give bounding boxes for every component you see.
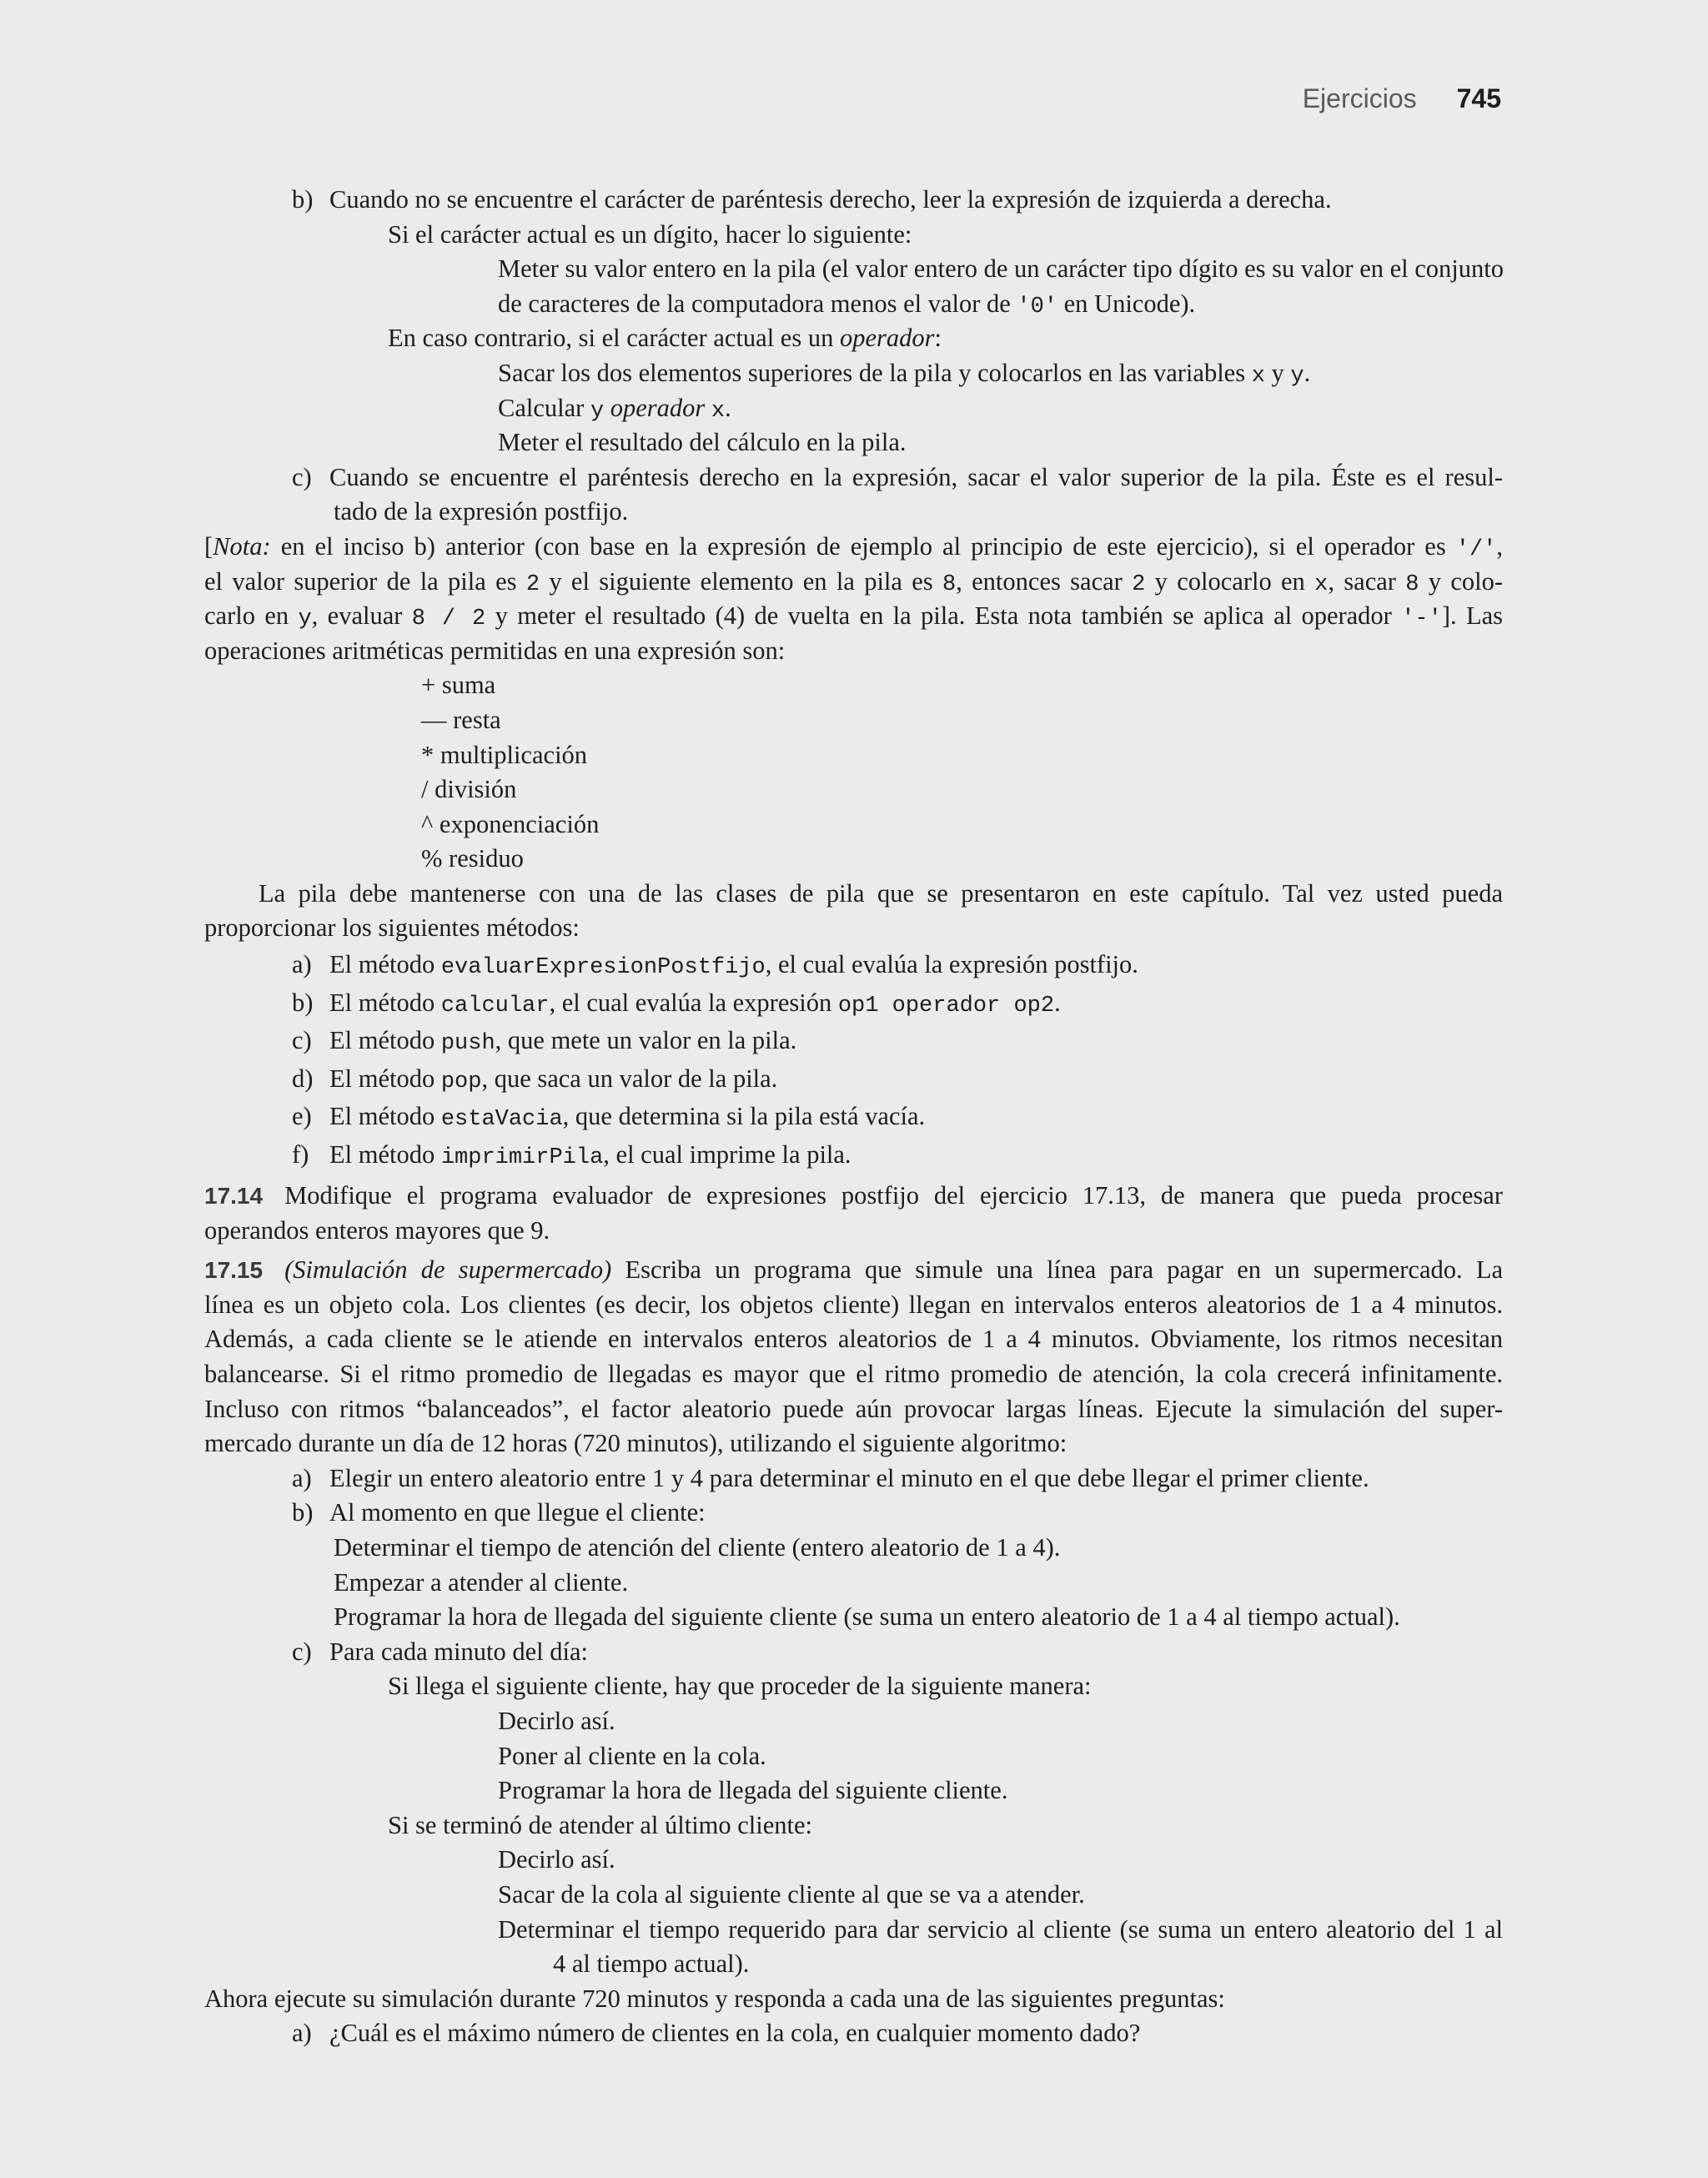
text: , evaluar — [311, 601, 412, 631]
code-inline: 2 — [1132, 571, 1146, 597]
text: Modifique el programa evaluador de expresiones postfijo del ejercicio 17.13, de manera que pueda procesar — [284, 1181, 1503, 1210]
code-inline: op1 operador op2 — [837, 993, 1055, 1019]
item-label: a) — [292, 950, 312, 979]
text: ]. Las — [1441, 601, 1503, 631]
exercise-title: (Simulación de supermercado) — [284, 1255, 612, 1285]
method-item — [204, 1022, 1503, 1060]
item-text — [329, 946, 1503, 984]
text: y meter el resultado (4) de vuelta en la pila. Esta nota también se aplica al operador — [485, 601, 1402, 631]
code-inline: 8 / 2 — [411, 606, 486, 632]
item-label: e) — [292, 1102, 312, 1131]
page-number: 745 — [1456, 83, 1501, 113]
text: de caracteres de la computadora menos el valor de — [498, 289, 1017, 318]
text: y — [1264, 358, 1291, 387]
text: el valor superior de la pila es — [204, 566, 526, 596]
page-body — [204, 183, 1503, 2051]
text: , el cual imprime la pila. — [603, 1139, 851, 1169]
algorithm-line: Decirlo así. — [498, 1845, 615, 1874]
item-label: c) — [292, 1026, 312, 1055]
algorithm-line: Decirlo así. — [498, 1706, 615, 1735]
code-inline: x — [1314, 571, 1329, 597]
method-item — [204, 1098, 1503, 1136]
code-inline: push — [440, 1031, 495, 1057]
item-label: d) — [292, 1064, 314, 1093]
exercise-line: línea es un objeto cola. Los clientes (es decir, los objetos cliente) llegan en intervalos enteros aleatorios de 1 a 4 minutos. — [204, 1290, 1503, 1319]
step-b-line — [498, 356, 1503, 391]
text: [ — [204, 531, 214, 561]
exercise-line: balancearse. Si el ritmo promedio de llegadas es mayor que el ritmo promedio de atención, la cola crecerá infinitamente. — [204, 1360, 1503, 1389]
page-header — [1303, 80, 1501, 117]
item-text: Elegir un entero aleatorio entre 1 y 4 para determinar el minuto en el que debe llegar el primer cliente. — [329, 1463, 1369, 1492]
text: El método — [329, 1139, 441, 1169]
text: y colocarlo en — [1145, 566, 1315, 596]
step-b-line: Si el carácter actual es un dígito, hacer lo siguiente: — [388, 219, 912, 249]
code-inline: estaVacia — [440, 1107, 563, 1133]
item-label: c) — [292, 1637, 312, 1666]
algorithm-line: Programar la hora de llegada del siguiente cliente (se suma un entero aleatorio de 1 a 4 al tiempo actual). — [334, 1602, 1400, 1632]
code-inline: '-' — [1401, 606, 1442, 632]
italic-term: operador — [604, 393, 711, 422]
code-inline: '0' — [1017, 294, 1058, 319]
code-inline: '/' — [1455, 536, 1497, 562]
code-inline: y — [1290, 363, 1304, 389]
text: en el inciso b) anterior (con base en la expresión de ejemplo al principio de este ejercicio), si el operador es — [270, 531, 1456, 561]
algorithm-line: 4 al tiempo actual). — [553, 1949, 750, 1979]
exercise-number: 17.15 — [204, 1257, 264, 1284]
exercise-number: 17.14 — [204, 1183, 264, 1210]
method-item — [204, 1060, 1503, 1099]
exercise-line: mercado durante un día de 12 horas (720 minutos), utilizando el siguiente algoritmo: — [204, 1429, 1068, 1458]
text: El método — [329, 988, 441, 1017]
item-text — [329, 984, 1503, 1023]
item-label: b) — [292, 988, 314, 1017]
item-text: Cuando no se encuentre el carácter de paréntesis derecho, leer la expresión de izquierda a derecha. — [329, 185, 1332, 214]
algorithm-line: Determinar el tiempo requerido para dar servicio al cliente (se suma un entero aleatorio del 1 al — [498, 1914, 1503, 1944]
text: y el siguiente elemento en la pila es — [540, 566, 942, 596]
text: Escriba un programa que simule una línea para pagar en un supermercado. La — [611, 1255, 1504, 1285]
algorithm-line: Si llega el siguiente cliente, hay que proceder de la siguiente manera: — [388, 1672, 1092, 1701]
note-line: operaciones aritméticas permitidas en una expresión son: — [204, 636, 786, 665]
item-text: Para cada minuto del día: — [329, 1637, 588, 1666]
item-text — [329, 1098, 1503, 1136]
code-inline: y — [298, 606, 312, 632]
operator-item: % residuo — [421, 844, 524, 873]
text: Sacar los dos elementos superiores de la pila y colocarlos en las variables — [498, 358, 1252, 387]
item-label: b) — [292, 1498, 314, 1527]
text: El método — [329, 950, 441, 979]
item-text: Al momento en que llegue el cliente: — [329, 1498, 706, 1527]
text: , que saca un valor de la pila. — [481, 1064, 778, 1093]
code-inline: 2 — [525, 571, 540, 597]
text: , que mete un valor en la pila. — [495, 1026, 797, 1055]
algorithm-line: Determinar el tiempo de atención del cliente (entero aleatorio de 1 a 4). — [334, 1533, 1061, 1562]
exercise-line: Incluso con ritmos “balanceados”, el factor aleatorio puede aún provocar largas líneas. Ejecute la simulación del super- — [204, 1394, 1503, 1423]
text: , que determina si la pila está vacía. — [562, 1102, 926, 1131]
text: El método — [329, 1102, 441, 1131]
note-label: Nota: — [213, 531, 271, 561]
code-inline: imprimirPila — [440, 1144, 604, 1170]
text: En caso contrario, si el carácter actual es un — [388, 324, 840, 353]
algorithm-line: Empezar a atender al cliente. — [334, 1567, 629, 1597]
question-a — [204, 2016, 1503, 2051]
step-c — [204, 460, 1503, 495]
paragraph-line: La pila debe mantenerse con una de las clases de pila que se presentaron en este capítulo. Tal vez usted pueda — [259, 878, 1503, 908]
algorithm-step-b — [204, 1496, 1503, 1531]
text: El método — [329, 1064, 441, 1093]
method-item — [204, 946, 1503, 984]
paragraph-line: proporcionar los siguientes métodos: — [204, 913, 580, 943]
code-inline: pop — [440, 1069, 482, 1094]
text: , sacar — [1328, 566, 1406, 596]
code-inline: x — [1251, 363, 1265, 389]
operator-item: * multiplicación — [421, 740, 588, 769]
operator-item: — resta — [421, 705, 501, 734]
text: Calcular — [498, 393, 590, 422]
method-item — [204, 1136, 1503, 1175]
step-c-line: tado de la expresión postfijo. — [334, 497, 629, 526]
step-b-line — [498, 287, 1503, 322]
text: , entonces sacar — [956, 566, 1133, 596]
algorithm-line: Si se terminó de atender al último cliente: — [388, 1810, 813, 1839]
text: , el cual evalúa la expresión postfijo. — [765, 950, 1138, 979]
item-label: a) — [292, 2019, 312, 2048]
text: carlo en — [204, 601, 299, 631]
text: , — [1496, 531, 1503, 561]
code-inline: x — [711, 398, 726, 424]
text: en Unicode). — [1057, 289, 1196, 318]
step-b-line: Meter el resultado del cálculo en la pila. — [498, 428, 907, 457]
algorithm-line: Sacar de la cola al siguiente cliente al que se va a atender. — [498, 1879, 1085, 1909]
algorithm-line: Programar la hora de llegada del siguiente cliente. — [498, 1776, 1008, 1805]
step-b-line — [388, 321, 1503, 356]
method-item — [204, 984, 1503, 1023]
exercise-17-15 — [204, 1253, 1503, 1288]
algorithm-line: Poner al cliente en la cola. — [498, 1741, 766, 1770]
code-inline: y — [590, 398, 605, 424]
code-inline: evaluarExpresionPostfijo — [440, 955, 766, 981]
code-inline: 8 — [1405, 571, 1419, 597]
operator-item: + suma — [421, 671, 496, 700]
exercise-line: Además, a cada cliente se le atiende en intervalos enteros aleatorios de 1 a 4 minutos. Obviamente, los ritmos necesitan — [204, 1325, 1503, 1354]
operator-item: ^ exponenciación — [421, 809, 600, 838]
note-line — [204, 599, 1503, 634]
text: : — [934, 324, 942, 353]
item-text: ¿Cuál es el máximo número de clientes en la cola, en cualquier momento dado? — [329, 2019, 1141, 2048]
item-label: f) — [292, 1139, 309, 1169]
item-text — [329, 1060, 1503, 1099]
item-text — [329, 1022, 1503, 1060]
exercise-17-14 — [204, 1179, 1503, 1214]
item-label: c) — [292, 462, 312, 491]
item-text: Cuando se encuentre el paréntesis derecho en la expresión, sacar el valor superior de la pila. Éste es el resul- — [329, 462, 1503, 491]
operator-item: / división — [421, 775, 517, 804]
note-line — [204, 530, 1503, 565]
italic-term: operador — [839, 324, 935, 353]
text: y colo- — [1419, 566, 1504, 596]
text: El método — [329, 1026, 441, 1055]
step-b-line: Meter su valor entero en la pila (el valor entero de un carácter tipo dígito es su valor en el conjunto — [498, 254, 1505, 284]
item-label: b) — [292, 185, 314, 214]
text: . — [725, 393, 731, 422]
algorithm-step-a — [204, 1461, 1503, 1496]
step-b-line — [498, 391, 1503, 426]
step-b — [204, 183, 1503, 218]
text: , el cual evalúa la expresión — [549, 988, 838, 1017]
exercise-line: operandos enteros mayores que 9. — [204, 1215, 550, 1245]
running-head-title: Ejercicios — [1302, 83, 1417, 113]
text: . — [1304, 358, 1311, 387]
algorithm-step-c — [204, 1635, 1503, 1670]
text: . — [1054, 988, 1061, 1017]
item-label: a) — [292, 1463, 312, 1492]
code-inline: calcular — [440, 993, 550, 1019]
code-inline: 8 — [942, 571, 957, 597]
item-text — [329, 1136, 1503, 1175]
note-line — [204, 565, 1503, 600]
run-instruction: Ahora ejecute su simulación durante 720 minutos y responda a cada una de las siguientes preguntas: — [204, 1984, 1225, 2013]
